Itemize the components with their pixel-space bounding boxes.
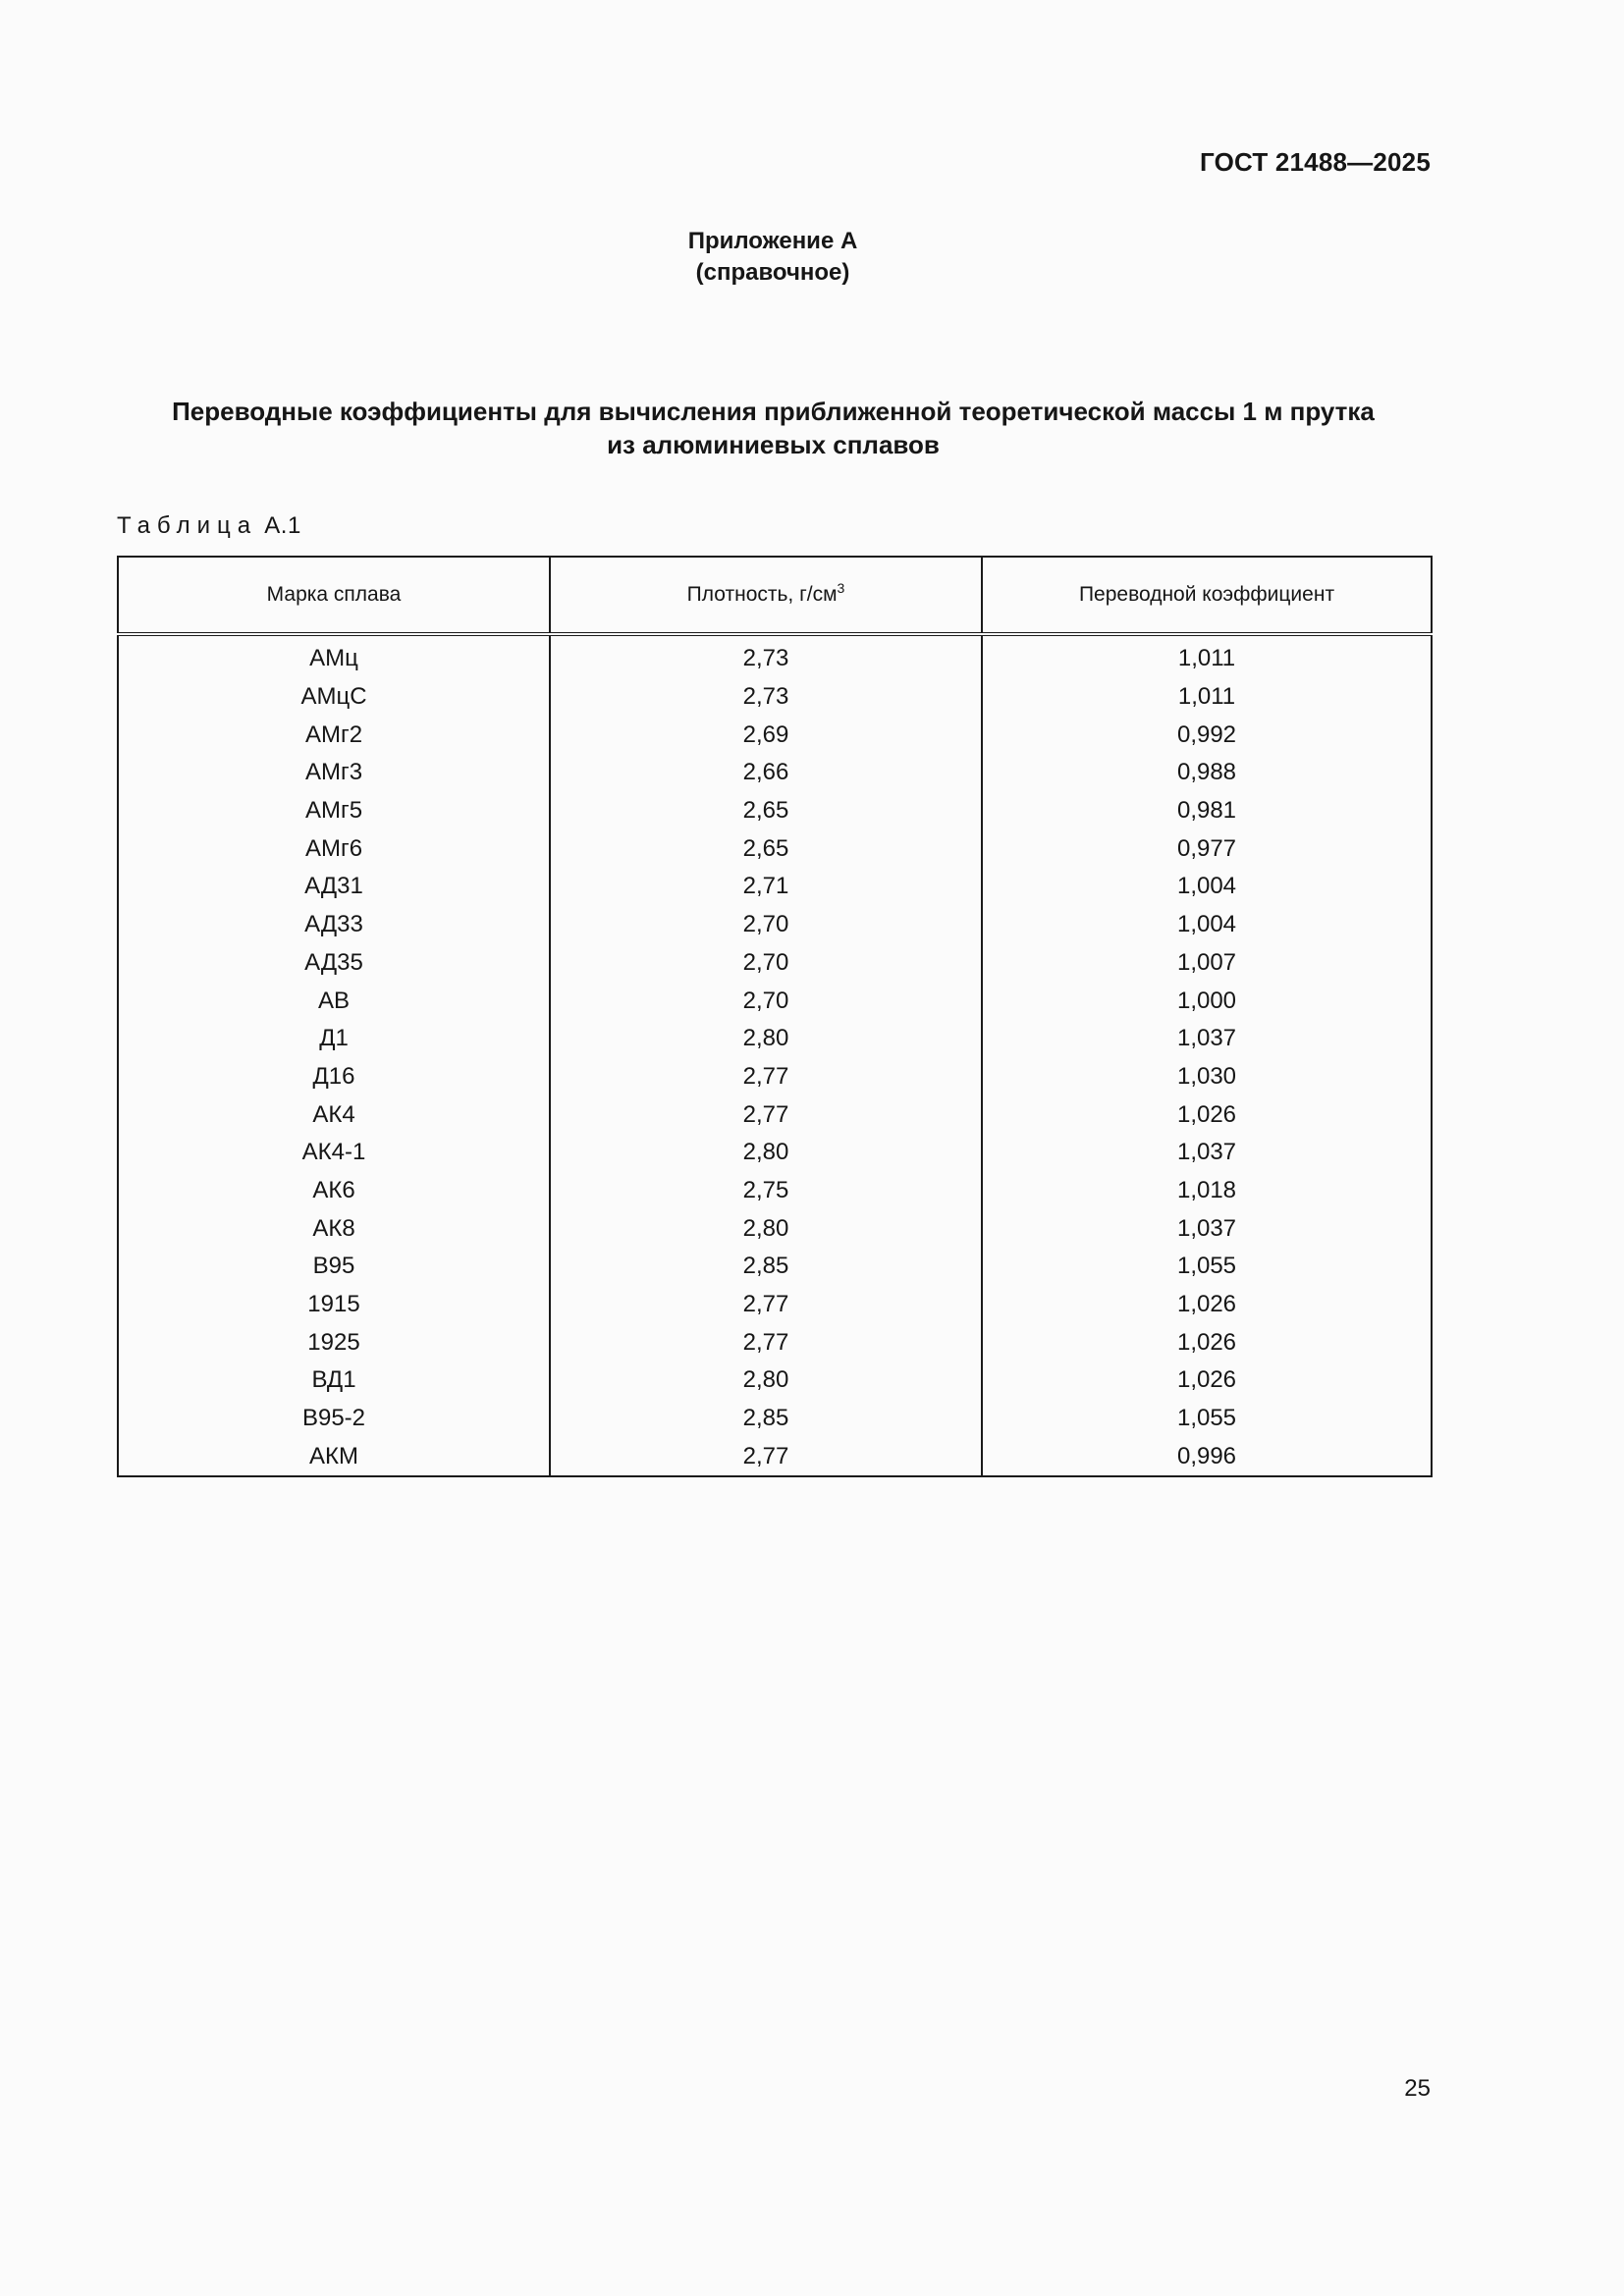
cell-density: 2,70 (550, 982, 982, 1020)
appendix-title: Приложение А (687, 228, 858, 254)
cell-coefficient: 1,055 (982, 1248, 1432, 1286)
cell-alloy-grade: АМц (118, 634, 550, 678)
table-row (118, 1134, 1432, 1172)
cell-alloy-grade: АК6 (118, 1172, 550, 1210)
cell-alloy-grade: АД35 (118, 944, 550, 983)
appendix-heading (0, 226, 1545, 289)
cell-density: 2,80 (550, 1209, 982, 1248)
table-row (118, 1400, 1432, 1438)
cell-alloy-grade: АК4-1 (118, 1134, 550, 1172)
cell-density: 2,77 (550, 1095, 982, 1134)
table-row (118, 1209, 1432, 1248)
cell-density: 2,77 (550, 1058, 982, 1096)
table-row (118, 1323, 1432, 1362)
cell-alloy-grade: АД31 (118, 868, 550, 906)
cell-coefficient: 1,026 (982, 1323, 1432, 1362)
cell-alloy-grade: В95-2 (118, 1400, 550, 1438)
cell-alloy-grade: АК8 (118, 1209, 550, 1248)
cell-coefficient: 1,037 (982, 1209, 1432, 1248)
cell-coefficient: 1,037 (982, 1134, 1432, 1172)
document-code: ГОСТ 21488—2025 (1200, 147, 1431, 177)
cell-coefficient: 0,977 (982, 829, 1432, 868)
table-label-word: Таблица (117, 512, 258, 539)
cell-density: 2,73 (550, 678, 982, 717)
cell-density: 2,65 (550, 829, 982, 868)
table-row (118, 1058, 1432, 1096)
table-row (118, 1248, 1432, 1286)
cell-density: 2,71 (550, 868, 982, 906)
table-row (118, 678, 1432, 717)
cell-coefficient: 1,018 (982, 1172, 1432, 1210)
page-number: 25 (1404, 2075, 1431, 2102)
cell-coefficient: 1,004 (982, 868, 1432, 906)
cell-coefficient: 0,988 (982, 754, 1432, 792)
table-row (118, 906, 1432, 944)
cell-density: 2,75 (550, 1172, 982, 1210)
density-unit-superscript: 3 (837, 580, 845, 596)
table-title (117, 395, 1430, 461)
table-row (118, 829, 1432, 868)
cell-density: 2,80 (550, 1020, 982, 1058)
table-row (118, 1095, 1432, 1134)
cell-density: 2,80 (550, 1134, 982, 1172)
cell-density: 2,80 (550, 1362, 982, 1400)
alloy-coefficients-table (117, 556, 1433, 1477)
table-row (118, 1172, 1432, 1210)
table-row (118, 982, 1432, 1020)
cell-alloy-grade: ВД1 (118, 1362, 550, 1400)
cell-coefficient: 0,981 (982, 792, 1432, 830)
table-row (118, 792, 1432, 830)
appendix-status: (справочное) (695, 259, 850, 286)
cell-density: 2,85 (550, 1248, 982, 1286)
cell-coefficient: 1,026 (982, 1286, 1432, 1324)
cell-density: 2,70 (550, 906, 982, 944)
table-header-row (118, 557, 1432, 634)
cell-coefficient: 1,026 (982, 1095, 1432, 1134)
cell-alloy-grade: 1925 (118, 1323, 550, 1362)
table-row (118, 1362, 1432, 1400)
table-label (117, 512, 301, 540)
cell-density: 2,85 (550, 1400, 982, 1438)
cell-coefficient: 1,037 (982, 1020, 1432, 1058)
table-row (118, 868, 1432, 906)
table-row (118, 754, 1432, 792)
table-row (118, 1286, 1432, 1324)
table-label-number: А.1 (264, 512, 301, 539)
table-body (118, 634, 1432, 1476)
cell-alloy-grade: АКМ (118, 1437, 550, 1476)
table-title-line-2: из алюминиевых сплавов (607, 430, 940, 459)
table-row (118, 716, 1432, 754)
table-row (118, 944, 1432, 983)
cell-alloy-grade: В95 (118, 1248, 550, 1286)
cell-coefficient: 0,996 (982, 1437, 1432, 1476)
cell-alloy-grade: АД33 (118, 906, 550, 944)
table-row (118, 1437, 1432, 1476)
cell-density: 2,69 (550, 716, 982, 754)
cell-density: 2,70 (550, 944, 982, 983)
table-title-line-1: Переводные коэффициенты для вычисления приближенной теоретической массы 1 м прутка (172, 397, 1375, 426)
cell-coefficient: 1,004 (982, 906, 1432, 944)
cell-density: 2,73 (550, 634, 982, 678)
cell-density: 2,77 (550, 1323, 982, 1362)
header-density: Плотность, $г/см^3$ (550, 557, 982, 634)
cell-coefficient: 1,055 (982, 1400, 1432, 1438)
cell-density: 2,77 (550, 1437, 982, 1476)
cell-coefficient: 0,992 (982, 716, 1432, 754)
table-row (118, 634, 1432, 678)
header-conversion-coefficient: Переводной коэффициент (982, 557, 1432, 634)
cell-alloy-grade: АМцС (118, 678, 550, 717)
cell-coefficient: 1,011 (982, 678, 1432, 717)
cell-alloy-grade: АМг6 (118, 829, 550, 868)
cell-coefficient: 1,007 (982, 944, 1432, 983)
cell-alloy-grade: Д1 (118, 1020, 550, 1058)
cell-density: 2,66 (550, 754, 982, 792)
cell-alloy-grade: АМг3 (118, 754, 550, 792)
cell-coefficient: 1,026 (982, 1362, 1432, 1400)
header-alloy-grade: Марка сплава (118, 557, 550, 634)
cell-alloy-grade: АМг5 (118, 792, 550, 830)
cell-alloy-grade: Д16 (118, 1058, 550, 1096)
table-row (118, 1020, 1432, 1058)
cell-coefficient: 1,011 (982, 634, 1432, 678)
cell-coefficient: 1,000 (982, 982, 1432, 1020)
cell-alloy-grade: АК4 (118, 1095, 550, 1134)
cell-alloy-grade: АВ (118, 982, 550, 1020)
cell-alloy-grade: АМг2 (118, 716, 550, 754)
cell-density: 2,77 (550, 1286, 982, 1324)
cell-coefficient: 1,030 (982, 1058, 1432, 1096)
cell-density: 2,65 (550, 792, 982, 830)
cell-alloy-grade: 1915 (118, 1286, 550, 1324)
